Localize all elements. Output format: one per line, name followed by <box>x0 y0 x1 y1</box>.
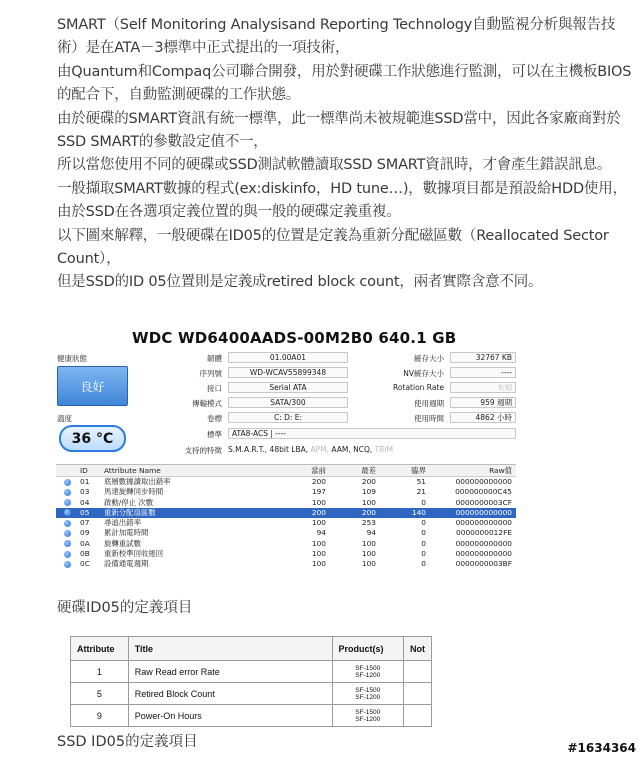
attr-threshold: 140 <box>411 507 426 517</box>
ssd-products <box>332 705 403 727</box>
attr-worst: 109 <box>361 487 376 497</box>
attr-threshold: 51 <box>416 477 426 486</box>
features-label: 支持的特徵 <box>184 446 222 455</box>
attr-name: 重新分配扇區數 <box>104 507 156 517</box>
attr-current: 100 <box>311 538 326 548</box>
table-row[interactable] <box>56 539 516 549</box>
status-dot-icon <box>64 489 71 496</box>
features-value <box>228 445 516 454</box>
ssd-attribute-id: 5 <box>71 683 129 705</box>
paragraph-7: 但是SSD的ID 05位置則是定義成retired block count，兩者實際含意不同。 <box>57 274 543 291</box>
attr-raw: 0000000003BF <box>455 559 512 569</box>
attr-raw: 000000000000 <box>455 507 512 517</box>
attr-threshold: 0 <box>421 559 426 569</box>
attr-id: 09 <box>80 528 90 538</box>
attr-current: 200 <box>311 507 326 517</box>
ssd-notes <box>403 683 431 705</box>
table-row[interactable] <box>56 498 516 508</box>
temperature-label: 溫度 <box>57 414 72 423</box>
attr-id: 0A <box>80 538 90 548</box>
attr-id: 0C <box>80 559 90 569</box>
attr-name: 啟動/停止 次數 <box>104 497 154 507</box>
paragraph-2: 由Quantum和Compaq公司聯合開發，用於對硬碟工作狀態進行監測，可以在主機板BIOS的配合下，自動監測硬碟的工作狀態。 <box>57 63 632 104</box>
header-raw[interactable]: Raw值 <box>489 466 512 475</box>
attr-worst: 200 <box>361 507 376 517</box>
status-dot-icon <box>64 551 71 558</box>
header-attribute-name[interactable]: Attribute Name <box>104 466 161 475</box>
attr-name: 累計加電時間 <box>104 528 149 538</box>
attr-raw: 000000000000 <box>455 538 512 548</box>
attr-worst: 94 <box>366 528 376 538</box>
attr-id: 01 <box>80 477 90 486</box>
attr-threshold: 0 <box>421 528 426 538</box>
table-row[interactable] <box>56 508 516 518</box>
ssd-product-a: SF-1500 <box>355 686 381 694</box>
status-dot-icon <box>64 540 71 547</box>
ssd-header-notes: Not <box>403 637 431 661</box>
table-row[interactable] <box>56 549 516 559</box>
attr-current: 197 <box>311 487 326 497</box>
nv-cache-label: NV緩存大小 <box>403 369 444 378</box>
attr-current: 100 <box>311 559 326 569</box>
attr-worst: 200 <box>361 477 376 486</box>
attr-worst: 100 <box>361 549 376 559</box>
power-hours-value: 4862 小時 <box>450 412 516 423</box>
status-dot-icon <box>64 479 71 486</box>
header-id[interactable]: ID <box>80 466 88 475</box>
attr-name: 底層數據讀取出錯率 <box>104 477 171 486</box>
attr-name: 設備通電週期 <box>104 559 149 569</box>
attr-raw: 0000000003CF <box>455 497 512 507</box>
table-row[interactable] <box>56 487 516 497</box>
attr-current: 200 <box>311 477 326 486</box>
status-dot-icon <box>64 499 71 506</box>
drive-title: WDC WD6400AADS-00M2B0 640.1 GB <box>132 329 457 347</box>
status-dot-icon <box>64 509 71 516</box>
health-label: 健康狀態 <box>57 354 87 363</box>
transfer-mode-value: SATA/300 <box>228 397 348 408</box>
firmware-value: 01.00A01 <box>228 352 348 363</box>
paragraph-5: 一般擷取SMART數據的程式(ex:diskinfo，HD tune…)，數據項目都是預設給HDD使用，由於SSD在各選項定義位置的與一般的硬碟定義重複。 <box>57 180 627 221</box>
ssd-product-b: SF-1200 <box>355 693 381 701</box>
attr-id: 0B <box>80 549 90 559</box>
serial-value: WD-WCAV55899348 <box>228 367 348 378</box>
article-body <box>57 14 635 295</box>
attr-current: 100 <box>311 549 326 559</box>
attr-raw: 000000000000 <box>455 549 512 559</box>
header-threshold[interactable]: 臨界 <box>411 466 426 475</box>
ssd-notes <box>403 705 431 727</box>
power-count-value: 959 週期 <box>450 397 516 408</box>
attr-current: 94 <box>316 528 326 538</box>
ssd-table-row <box>71 683 432 705</box>
ssd-product-a: SF-1500 <box>355 664 381 672</box>
attr-name: 馬達旋轉同步時間 <box>104 487 164 497</box>
hdd-smart-screenshot <box>56 326 516 596</box>
attr-name: 重新校準回收捲回 <box>104 549 164 559</box>
ssd-header-products: Product(s) <box>332 637 403 661</box>
status-dot-icon <box>64 520 71 527</box>
attr-raw: 000000000000 <box>455 518 512 528</box>
attr-raw: 0000000012FE <box>456 528 512 538</box>
attr-id: 03 <box>80 487 90 497</box>
attr-worst: 100 <box>361 497 376 507</box>
watermark: #1634364 <box>567 741 636 755</box>
volume-label: 卷標 <box>207 414 222 423</box>
table-row[interactable] <box>56 528 516 538</box>
attr-worst: 253 <box>361 518 376 528</box>
attr-threshold: 21 <box>416 487 426 497</box>
table-header <box>56 465 516 477</box>
table-row[interactable] <box>56 477 516 487</box>
nv-cache-value: ---- <box>450 367 516 378</box>
health-status-badge[interactable]: 良好 <box>57 366 128 406</box>
attr-threshold: 0 <box>421 518 426 528</box>
attr-current: 100 <box>311 497 326 507</box>
standard-value: ATA8-ACS | ---- <box>228 428 516 439</box>
ssd-product-b: SF-1200 <box>355 671 381 679</box>
features-apm: APM, <box>310 445 330 454</box>
attr-threshold: 0 <box>421 538 426 548</box>
ssd-products <box>332 661 403 683</box>
rotation-rate-label: Rotation Rate <box>393 383 444 392</box>
ssd-attribute-table <box>70 636 432 727</box>
ssd-header-title: Title <box>128 637 332 661</box>
transfer-mode-label: 傳輸模式 <box>192 399 222 408</box>
serial-label: 序列號 <box>199 369 222 378</box>
attr-current: 100 <box>311 518 326 528</box>
attr-raw: 000000000000 <box>455 477 512 486</box>
status-dot-icon <box>64 530 71 537</box>
temperature-badge[interactable]: 36 °C <box>59 425 126 452</box>
firmware-label: 韌體 <box>207 354 222 363</box>
attr-worst: 100 <box>361 538 376 548</box>
attr-worst: 100 <box>361 559 376 569</box>
attr-id: 05 <box>80 507 90 517</box>
power-hours-label: 使用時間 <box>414 414 444 423</box>
features-trim: TRIM <box>374 445 394 454</box>
ssd-header-attribute: Attribute <box>71 637 129 661</box>
ssd-table-row <box>71 705 432 727</box>
ssd-attribute-title: Retired Block Count <box>128 683 332 705</box>
table-row[interactable] <box>56 559 516 569</box>
ssd-products <box>332 683 403 705</box>
ssd-attribute-id: 9 <box>71 705 129 727</box>
smart-attribute-table <box>56 464 516 570</box>
attr-name: 旋轉重試數 <box>104 538 141 548</box>
ssd-product-a: SF-1500 <box>355 708 381 716</box>
interface-label: 接口 <box>207 384 222 393</box>
attr-raw: 000000000C45 <box>455 487 512 497</box>
ssd-caption: SSD ID05的定義項目 <box>57 734 198 750</box>
attr-threshold: 0 <box>421 549 426 559</box>
attr-id: 04 <box>80 497 90 507</box>
attr-name: 尋道出錯率 <box>104 518 141 528</box>
interface-value: Serial ATA <box>228 382 348 393</box>
rotation-rate-value: 未知 <box>450 382 516 393</box>
paragraph-1: SMART（Self Monitoring Analysisand Reporting Technology自動監視分析與報告技術）是在ATA－3標準中正式提出的一項技術， <box>57 17 616 57</box>
paragraph-4: 所以當您使用不同的硬碟或SSD測試軟體讀取SSD SMART資訊時，才會產生錯誤訊息。 <box>57 157 612 174</box>
hdd-caption: 硬碟ID05的定義項目 <box>57 600 193 616</box>
ssd-table-header <box>71 637 432 661</box>
paragraph-3: 由於硬碟的SMART資訊有統一標準，此一標準尚未被規範進SSD當中，因此各家廠商對於SSD SMART的參數設定值不一， <box>57 110 621 151</box>
ssd-table-row <box>71 661 432 683</box>
features-mid: AAM, NCQ, <box>331 445 373 454</box>
standard-label: 標準 <box>207 430 222 439</box>
ssd-product-b: SF-1200 <box>355 715 381 723</box>
attr-id: 07 <box>80 518 90 528</box>
power-count-label: 使用週期 <box>414 399 444 408</box>
table-row[interactable] <box>56 518 516 528</box>
status-dot-icon <box>64 561 71 568</box>
header-current[interactable]: 當前 <box>311 466 326 475</box>
buffer-size-label: 緩存大小 <box>414 354 444 363</box>
attr-threshold: 0 <box>421 497 426 507</box>
paragraph-6: 以下圖來解釋，一般硬碟在ID05的位置是定義為重新分配磁區數（Reallocated Sector Count）， <box>57 227 609 268</box>
ssd-attribute-title: Raw Read error Rate <box>128 661 332 683</box>
ssd-notes <box>403 661 431 683</box>
header-worst[interactable]: 最差 <box>361 466 376 475</box>
volume-value: C: D: E: <box>228 412 348 423</box>
buffer-size-value: 32767 KB <box>450 352 516 363</box>
ssd-attribute-id: 1 <box>71 661 129 683</box>
ssd-attribute-title: Power-On Hours <box>128 705 332 727</box>
features-main: S.M.A.R.T., 48bit LBA, <box>228 445 309 454</box>
